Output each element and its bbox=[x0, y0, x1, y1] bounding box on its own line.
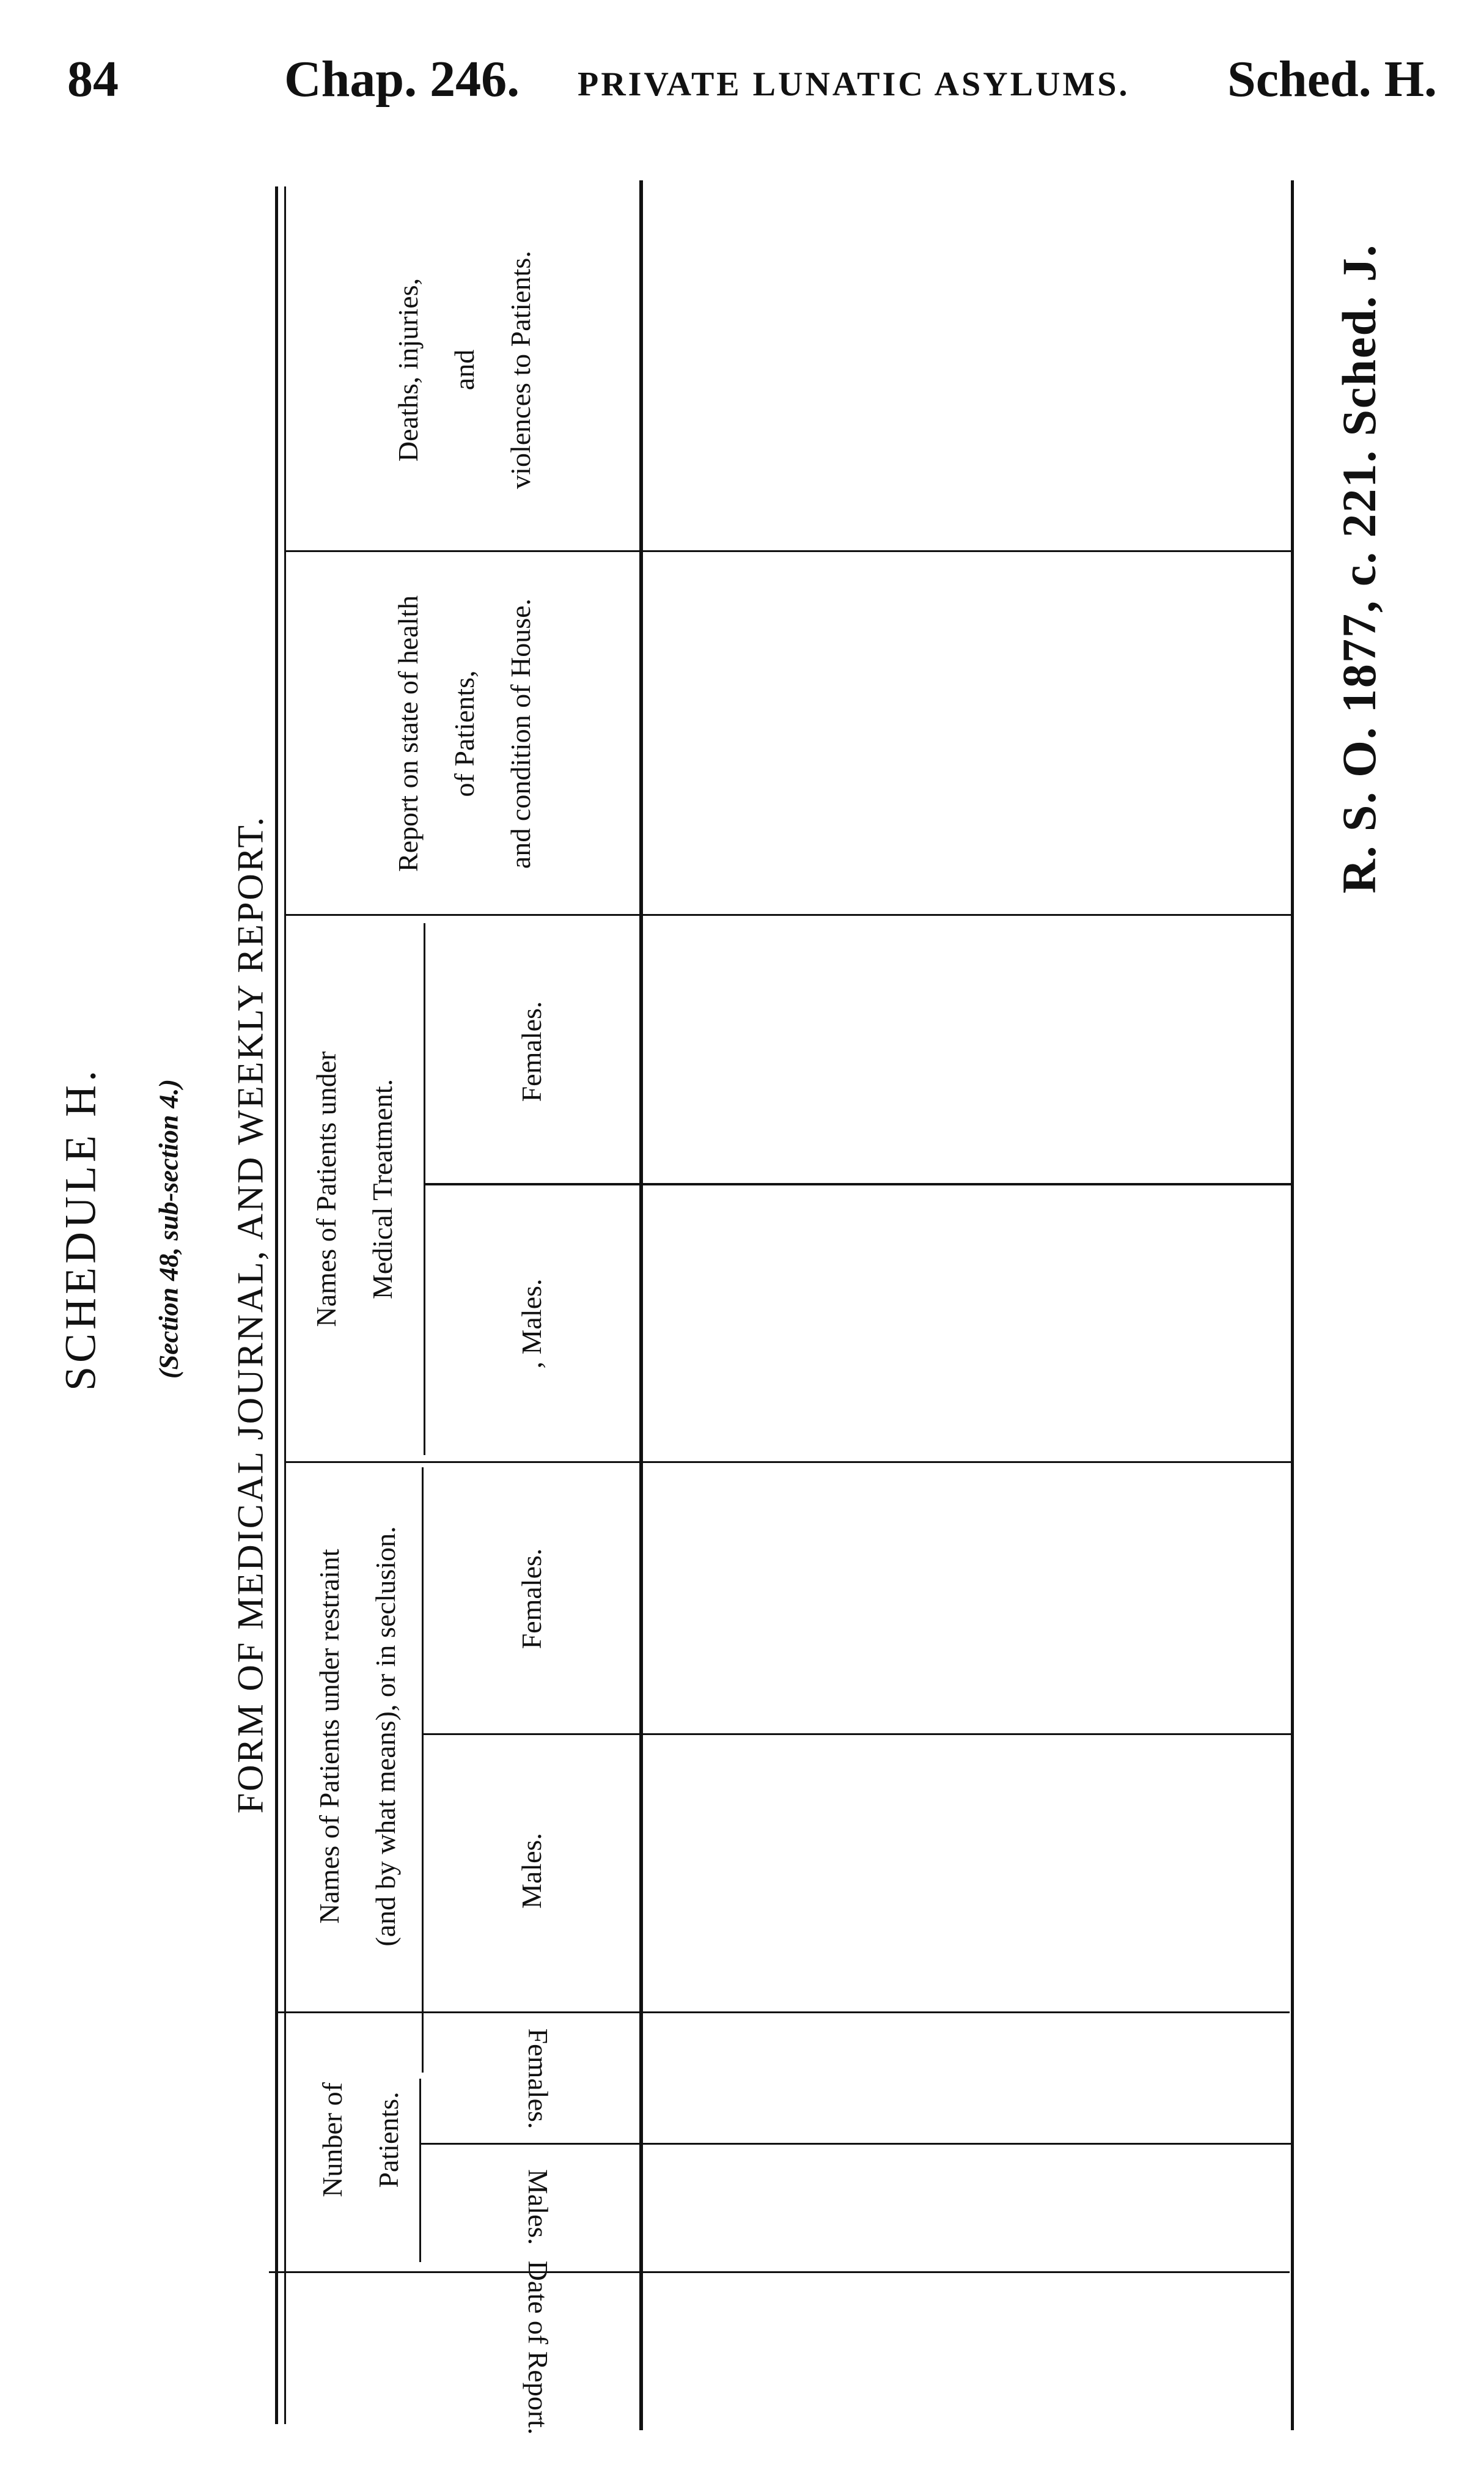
subcolumn-separator-restraint bbox=[424, 1733, 1291, 1735]
subheader-medical-females: Females. bbox=[516, 1001, 547, 1102]
header-report: Report on state of health of Patients, and condition of House. bbox=[392, 595, 536, 872]
table-left-border bbox=[275, 186, 278, 2424]
subheader-divider-restraint bbox=[422, 1467, 424, 2073]
subcolumn-separator-medical bbox=[425, 1183, 1291, 1185]
running-title: PRIVATE LUNATIC ASYLUMS. bbox=[578, 65, 1130, 103]
form-title: FORM OF MEDICAL JOURNAL, AND WEEKLY REPORT. bbox=[230, 815, 271, 1814]
page-number: 84 bbox=[67, 51, 119, 108]
chapter-label: Chap. 246. bbox=[284, 51, 520, 108]
subheader-restraint-males: Males. bbox=[516, 1833, 547, 1909]
column-separator-3 bbox=[284, 1461, 1293, 1463]
header-medical-treatment: Names of Patients under Medical Treatment. bbox=[310, 1051, 398, 1327]
column-separator-4 bbox=[278, 2011, 1290, 2013]
subheader-medical-males: , Males. bbox=[516, 1278, 547, 1369]
subheader-divider-number bbox=[419, 2079, 421, 2262]
table-right-border bbox=[1291, 180, 1294, 2430]
header-restraint: Names of Patients under restraint (and by what means), or in seclusion. bbox=[314, 1526, 401, 1947]
header-divider bbox=[639, 180, 643, 2430]
column-separator-1 bbox=[284, 550, 1293, 552]
schedule-title: SCHEDULE H. bbox=[56, 1067, 105, 1391]
schedule-subtitle: (Section 48, sub-section 4.) bbox=[153, 1078, 184, 1379]
header-deaths: Deaths, injuries, and violences to Patients. bbox=[392, 251, 536, 489]
header-date-of-report: Date of Report. bbox=[523, 2260, 554, 2435]
column-separator-5 bbox=[269, 2271, 1290, 2273]
statute-reference: R. S. O. 1877, c. 221. Sched. J. bbox=[1332, 243, 1386, 894]
subheader-number-males: Males. bbox=[523, 2169, 554, 2245]
table-left-border-inner bbox=[284, 186, 286, 2424]
schedule-reference: Sched. H. bbox=[1227, 51, 1438, 108]
subheader-restraint-females: Females. bbox=[516, 1548, 547, 1649]
header-number-of-patients: Nunber of Patients. bbox=[317, 2082, 404, 2197]
column-separator-2 bbox=[284, 914, 1293, 916]
subcolumn-separator-number bbox=[421, 2143, 1291, 2145]
subheader-divider-medical bbox=[424, 923, 425, 1455]
subheader-number-females: Females. bbox=[523, 2028, 554, 2129]
